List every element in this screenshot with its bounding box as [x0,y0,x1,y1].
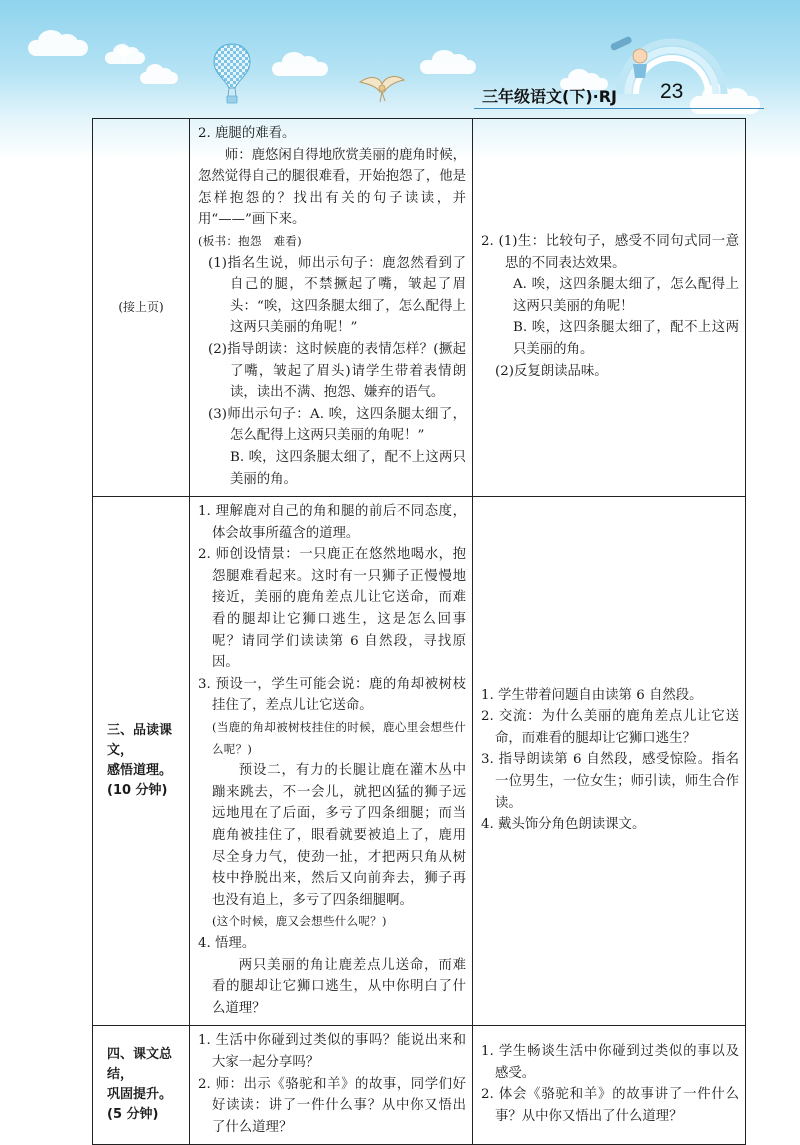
table-row [93,497,746,1026]
bird-kite-icon [358,70,406,106]
student-item: 2. (1)生：比较句子，感受不同句式同一意思的不同表达效果。 [481,233,739,271]
cloud-decoration [28,40,88,56]
student-activity-cell [473,119,746,497]
cloud-decoration [420,60,476,74]
step-duration: (10 分钟) [107,783,168,799]
teacher-item: 师：鹿悠闲自得地欣赏美丽的鹿角时候，忽然觉得自己的腿很难看，开始抱怨了，他是怎样抱怨的？找出有关的句子读读，并用“——”画下来。 [198,147,466,228]
step-title: 四、课文总结， [107,1047,173,1083]
teacher-item: 4. 悟理。 [198,935,256,951]
student-item: 1. 学生带着问题自由读第 6 自然段。 [481,687,703,703]
running-header-title: 三年级语文(下)·RJ [482,87,617,106]
student-item: 2. 交流：为什么美丽的鹿角差点儿让它送命，而难看的腿却让它狮口逃生？ [481,709,739,746]
hot-air-balloon-icon [212,42,252,108]
page-number: 23 [660,80,684,103]
teacher-activity-cell [190,1026,473,1145]
teacher-note: (当鹿的角却被树枝挂住的时候，鹿心里会想些什么呢？) [212,720,466,756]
cloud-decoration [272,62,328,76]
teacher-item: 2. 师：出示《骆驼和羊》的故事，同学们好好读读：讲了一件什么事？从中你又悟出了什么道理？ [198,1076,466,1135]
lesson-plan-table [92,118,746,1145]
teacher-item: 2. 师创设情景：一只鹿正在悠然地喝水，抱怨腿难看起来。这时有一只狮子正慢慢地接近，美丽的鹿角差点儿让它送命，而难看的腿却让它狮口逃生，这是怎么回事呢？请同学们读读第 6 自然段，寻找原因。 [198,547,466,671]
teacher-note: (这个时候，鹿又会想些什么呢？) [212,914,387,929]
table-row [93,1026,746,1145]
table-row [93,119,746,497]
teacher-activity-cell [190,497,473,1026]
step-subtitle: 巩固提升。 [107,1087,173,1103]
step-cell [93,497,190,1026]
step-duration: (5 分钟) [107,1107,159,1123]
teacher-item: (1)指名生说，师出示句子：鹿忽然看到了自己的腿，不禁撅起了嘴，皱起了眉头：“唉，这四条腿太细了，怎么配得上这两只美丽的角呢！” [208,255,466,336]
cloud-decoration [690,96,760,114]
cloud-decoration [140,72,178,84]
step-title: 三、品读课文， [107,723,173,759]
teacher-item: 2. 鹿腿的难看。 [198,126,296,141]
teacher-item: 两只美丽的角让鹿差点儿送命，而难看的腿却让它狮口逃生，从中你明白了什么道理？ [212,957,466,1016]
student-item: (2)反复朗读品味。 [495,363,608,379]
teacher-item: (3)师出示句子：A. 唉，这四条腿太细了，怎么配得上这两只美丽的角呢！” [208,406,466,444]
step-cell [93,119,190,497]
student-item: 4. 戴头饰分角色朗读课文。 [481,817,646,833]
student-item: 2. 体会《骆驼和羊》的故事讲了一件什么事？从中你又悟出了什么道理？ [481,1087,739,1124]
sparkle-icon [112,40,136,64]
teacher-item: 1. 理解鹿对自己的角和腿的前后不同态度，体会故事所蕴含的道理。 [198,504,466,541]
student-item: 1. 学生畅谈生活中你碰到过类似的事以及感受。 [481,1044,739,1081]
step-label: (接上页) [118,299,164,314]
student-activity-cell [473,1026,746,1145]
header-rule [474,108,764,109]
teacher-item: B. 唉，这四条腿太细了，配不上这两只美丽的角。 [230,449,466,487]
teacher-item: 3. 预设一，学生可能会说：鹿的角却被树枝挂住了，差点儿让它送命。 [198,676,466,714]
student-item: B. 唉，这四条腿太细了，配不上这两只美丽的角。 [513,320,739,357]
student-item: 3. 指导朗读第 6 自然段，感受惊险。指名一位男生，一位女生；师引读，师生合作读。 [481,752,739,811]
teacher-item: 1. 生活中你碰到过类似的事吗？能说出来和大家一起分享吗？ [198,1033,466,1070]
teacher-item: 预设二，有力的长腿让鹿在灌木丛中蹦来跳去，不一会儿，就把凶猛的狮子远远地甩在了后面，多亏了四条细腿；而当鹿角被挂住了，眼看就要被追上了，鹿用尽全身力气，使劲一扯，才把两只角从树枝中挣脱出来，然后又向前奔去，狮子再也没有追上，多亏了四条细腿啊。 [212,763,466,908]
student-item: A. 唉，这四条腿太细了，怎么配得上这两只美丽的角呢！ [513,277,739,314]
teacher-item: (2)指导朗读：这时候鹿的表情怎样？(撅起了嘴，皱起了眉头)请学生带着表情朗读，读出不满、抱怨、嫌弃的语气。 [208,341,466,401]
blackboard-note: (板书：抱怨 难看) [198,233,302,248]
step-cell [93,1026,190,1145]
teacher-activity-cell [190,119,473,497]
student-activity-cell [473,497,746,1026]
step-subtitle: 感悟道理。 [107,763,173,779]
